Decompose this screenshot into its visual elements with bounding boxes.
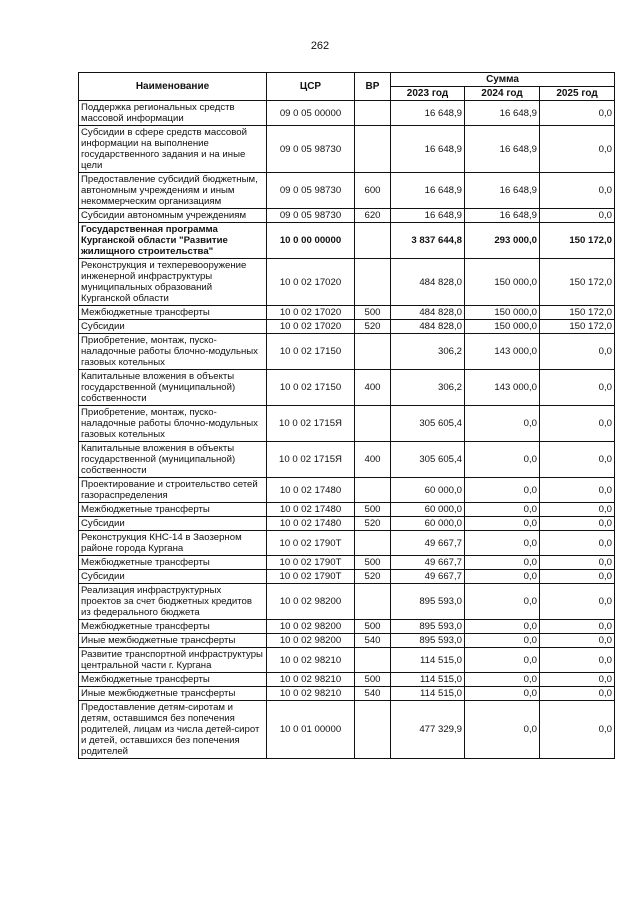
cell-sum-2025: 0,0 — [540, 503, 615, 517]
table-row — [79, 406, 615, 442]
cell-csr: 09 0 05 98730 — [267, 126, 355, 173]
cell-sum-2025: 0,0 — [540, 126, 615, 173]
cell-vr: 400 — [355, 442, 391, 478]
cell-vr — [355, 101, 391, 126]
cell-sum-2024: 16 648,9 — [465, 209, 540, 223]
cell-vr: 500 — [355, 306, 391, 320]
cell-csr: 10 0 02 17480 — [267, 503, 355, 517]
budget-table — [78, 72, 615, 759]
cell-csr: 10 0 02 1790Т — [267, 570, 355, 584]
table-row — [79, 223, 615, 259]
cell-sum-2023: 114 515,0 — [391, 648, 465, 673]
table-row — [79, 673, 615, 687]
table-row — [79, 320, 615, 334]
cell-sum-2023: 477 329,9 — [391, 701, 465, 759]
header-name: Наименование — [79, 73, 267, 101]
cell-csr: 10 0 02 17020 — [267, 320, 355, 334]
cell-name: Развитие транспортной инфраструктуры центральной части г. Кургана — [79, 648, 267, 673]
table-row — [79, 531, 615, 556]
cell-csr: 10 0 02 1790Т — [267, 556, 355, 570]
cell-sum-2025: 0,0 — [540, 634, 615, 648]
header-year-2024: 2024 год — [465, 87, 540, 101]
cell-sum-2023: 484 828,0 — [391, 320, 465, 334]
cell-name: Субсидии — [79, 320, 267, 334]
cell-name: Государственная программа Курганской области "Развитие жилищного строительства" — [79, 223, 267, 259]
cell-csr: 10 0 02 98200 — [267, 634, 355, 648]
cell-vr — [355, 531, 391, 556]
table-row — [79, 634, 615, 648]
table-row — [79, 584, 615, 620]
cell-sum-2025: 0,0 — [540, 701, 615, 759]
cell-name: Субсидии — [79, 517, 267, 531]
table-row — [79, 503, 615, 517]
cell-sum-2024: 0,0 — [465, 406, 540, 442]
cell-sum-2024: 293 000,0 — [465, 223, 540, 259]
cell-sum-2024: 0,0 — [465, 673, 540, 687]
cell-name: Капитальные вложения в объекты государственной (муниципальной) собственности — [79, 442, 267, 478]
cell-sum-2024: 0,0 — [465, 478, 540, 503]
header-year-2023: 2023 год — [391, 87, 465, 101]
table-row — [79, 620, 615, 634]
cell-csr: 10 0 02 98200 — [267, 584, 355, 620]
cell-csr: 10 0 02 1715Я — [267, 442, 355, 478]
table-row — [79, 370, 615, 406]
cell-sum-2023: 16 648,9 — [391, 209, 465, 223]
cell-csr: 09 0 05 98730 — [267, 209, 355, 223]
cell-sum-2023: 114 515,0 — [391, 687, 465, 701]
cell-csr: 09 0 05 00000 — [267, 101, 355, 126]
cell-name: Приобретение, монтаж, пуско-наладочные работы блочно-модульных газовых котельных — [79, 406, 267, 442]
table-row — [79, 126, 615, 173]
cell-name: Предоставление детям-сиротам и детям, оставшимся без попечения родителей, лицам из числа детей-сирот и детей, оставшихся без попечения родителей — [79, 701, 267, 759]
cell-csr: 10 0 01 00000 — [267, 701, 355, 759]
cell-vr — [355, 701, 391, 759]
cell-sum-2025: 0,0 — [540, 648, 615, 673]
cell-sum-2024: 0,0 — [465, 556, 540, 570]
cell-name: Субсидии — [79, 570, 267, 584]
cell-sum-2025: 0,0 — [540, 101, 615, 126]
cell-sum-2025: 0,0 — [540, 517, 615, 531]
cell-sum-2024: 0,0 — [465, 570, 540, 584]
table-row — [79, 570, 615, 584]
cell-sum-2025: 0,0 — [540, 531, 615, 556]
cell-sum-2023: 306,2 — [391, 334, 465, 370]
cell-vr: 500 — [355, 673, 391, 687]
table-body — [79, 101, 615, 759]
table-row — [79, 209, 615, 223]
cell-sum-2023: 306,2 — [391, 370, 465, 406]
cell-sum-2023: 305 605,4 — [391, 442, 465, 478]
cell-vr: 520 — [355, 517, 391, 531]
cell-sum-2023: 114 515,0 — [391, 673, 465, 687]
table-row — [79, 101, 615, 126]
cell-vr — [355, 584, 391, 620]
table-row — [79, 259, 615, 306]
header-sum: Сумма — [391, 73, 615, 87]
table-row — [79, 334, 615, 370]
cell-sum-2023: 895 593,0 — [391, 634, 465, 648]
cell-sum-2024: 0,0 — [465, 648, 540, 673]
cell-vr — [355, 648, 391, 673]
cell-csr: 10 0 02 17480 — [267, 478, 355, 503]
cell-sum-2023: 16 648,9 — [391, 126, 465, 173]
cell-sum-2025: 0,0 — [540, 556, 615, 570]
cell-name: Субсидии в сфере средств массовой информации на выполнение государственного задания и на иные цели — [79, 126, 267, 173]
cell-vr: 400 — [355, 370, 391, 406]
cell-vr: 500 — [355, 556, 391, 570]
cell-csr: 10 0 02 98210 — [267, 687, 355, 701]
cell-csr: 10 0 02 98210 — [267, 648, 355, 673]
cell-sum-2025: 0,0 — [540, 370, 615, 406]
table-row — [79, 701, 615, 759]
cell-sum-2023: 3 837 644,8 — [391, 223, 465, 259]
cell-sum-2024: 0,0 — [465, 503, 540, 517]
cell-vr — [355, 334, 391, 370]
cell-name: Иные межбюджетные трансферты — [79, 634, 267, 648]
cell-sum-2025: 0,0 — [540, 334, 615, 370]
cell-sum-2023: 49 667,7 — [391, 556, 465, 570]
cell-sum-2025: 0,0 — [540, 570, 615, 584]
cell-sum-2024: 0,0 — [465, 517, 540, 531]
cell-sum-2024: 0,0 — [465, 687, 540, 701]
cell-name: Межбюджетные трансферты — [79, 620, 267, 634]
header-csr: ЦСР — [267, 73, 355, 101]
cell-sum-2024: 150 000,0 — [465, 306, 540, 320]
cell-sum-2024: 143 000,0 — [465, 370, 540, 406]
cell-vr: 520 — [355, 320, 391, 334]
cell-sum-2024: 0,0 — [465, 531, 540, 556]
cell-sum-2024: 0,0 — [465, 620, 540, 634]
cell-csr: 10 0 00 00000 — [267, 223, 355, 259]
cell-sum-2025: 150 172,0 — [540, 259, 615, 306]
cell-sum-2023: 16 648,9 — [391, 101, 465, 126]
cell-sum-2025: 150 172,0 — [540, 320, 615, 334]
cell-csr: 10 0 02 17020 — [267, 259, 355, 306]
cell-sum-2025: 0,0 — [540, 209, 615, 223]
cell-sum-2024: 16 648,9 — [465, 173, 540, 209]
cell-sum-2023: 895 593,0 — [391, 584, 465, 620]
page-number: 262 — [310, 40, 330, 52]
cell-name: Поддержка региональных средств массовой информации — [79, 101, 267, 126]
cell-vr — [355, 406, 391, 442]
cell-sum-2024: 150 000,0 — [465, 320, 540, 334]
table-row — [79, 648, 615, 673]
table-row — [79, 687, 615, 701]
table-row — [79, 442, 615, 478]
table-row — [79, 478, 615, 503]
table-row — [79, 556, 615, 570]
cell-name: Капитальные вложения в объекты государственной (муниципальной) собственности — [79, 370, 267, 406]
cell-sum-2024: 0,0 — [465, 701, 540, 759]
cell-sum-2023: 49 667,7 — [391, 570, 465, 584]
cell-vr — [355, 478, 391, 503]
cell-sum-2024: 16 648,9 — [465, 126, 540, 173]
cell-csr: 10 0 02 17150 — [267, 370, 355, 406]
cell-name: Межбюджетные трансферты — [79, 503, 267, 517]
cell-name: Межбюджетные трансферты — [79, 673, 267, 687]
cell-sum-2023: 895 593,0 — [391, 620, 465, 634]
cell-csr: 10 0 02 17150 — [267, 334, 355, 370]
table-row — [79, 306, 615, 320]
cell-name: Предоставление субсидий бюджетным, автономным учреждениям и иным некоммерческим организациям — [79, 173, 267, 209]
cell-sum-2024: 150 000,0 — [465, 259, 540, 306]
cell-sum-2023: 49 667,7 — [391, 531, 465, 556]
cell-sum-2025: 0,0 — [540, 478, 615, 503]
cell-sum-2025: 150 172,0 — [540, 306, 615, 320]
cell-sum-2023: 60 000,0 — [391, 517, 465, 531]
cell-sum-2025: 0,0 — [540, 173, 615, 209]
header-vr: ВР — [355, 73, 391, 101]
cell-vr: 500 — [355, 620, 391, 634]
cell-sum-2025: 0,0 — [540, 406, 615, 442]
cell-csr: 09 0 05 98730 — [267, 173, 355, 209]
cell-vr: 620 — [355, 209, 391, 223]
cell-sum-2025: 150 172,0 — [540, 223, 615, 259]
cell-sum-2024: 0,0 — [465, 584, 540, 620]
table-row — [79, 173, 615, 209]
cell-csr: 10 0 02 98200 — [267, 620, 355, 634]
cell-name: Межбюджетные трансферты — [79, 556, 267, 570]
cell-sum-2024: 0,0 — [465, 634, 540, 648]
cell-name: Реализация инфраструктурных проектов за счет бюджетных кредитов из федерального бюджета — [79, 584, 267, 620]
header-year-2025: 2025 год — [540, 87, 615, 101]
cell-vr — [355, 126, 391, 173]
cell-vr: 500 — [355, 503, 391, 517]
cell-vr: 520 — [355, 570, 391, 584]
cell-sum-2025: 0,0 — [540, 687, 615, 701]
cell-csr: 10 0 02 17020 — [267, 306, 355, 320]
cell-name: Проектирование и строительство сетей газораспределения — [79, 478, 267, 503]
cell-sum-2023: 60 000,0 — [391, 478, 465, 503]
cell-sum-2025: 0,0 — [540, 673, 615, 687]
cell-sum-2025: 0,0 — [540, 442, 615, 478]
cell-sum-2023: 305 605,4 — [391, 406, 465, 442]
cell-sum-2023: 484 828,0 — [391, 259, 465, 306]
cell-sum-2025: 0,0 — [540, 620, 615, 634]
cell-name: Приобретение, монтаж, пуско-наладочные работы блочно-модульных газовых котельных — [79, 334, 267, 370]
cell-vr: 540 — [355, 687, 391, 701]
cell-name: Субсидии автономным учреждениям — [79, 209, 267, 223]
cell-sum-2023: 60 000,0 — [391, 503, 465, 517]
cell-sum-2024: 16 648,9 — [465, 101, 540, 126]
cell-vr — [355, 259, 391, 306]
cell-vr — [355, 223, 391, 259]
cell-csr: 10 0 02 98210 — [267, 673, 355, 687]
cell-name: Иные межбюджетные трансферты — [79, 687, 267, 701]
cell-sum-2024: 143 000,0 — [465, 334, 540, 370]
cell-csr: 10 0 02 17480 — [267, 517, 355, 531]
cell-sum-2023: 16 648,9 — [391, 173, 465, 209]
cell-sum-2024: 0,0 — [465, 442, 540, 478]
cell-name: Реконструкция и техперевооружение инженерной инфраструктуры муниципальных образований Курганской области — [79, 259, 267, 306]
cell-csr: 10 0 02 1790Т — [267, 531, 355, 556]
cell-name: Реконструкция КНС-14 в Заозерном районе города Кургана — [79, 531, 267, 556]
cell-csr: 10 0 02 1715Я — [267, 406, 355, 442]
cell-sum-2023: 484 828,0 — [391, 306, 465, 320]
cell-sum-2025: 0,0 — [540, 584, 615, 620]
table-row — [79, 517, 615, 531]
cell-name: Межбюджетные трансферты — [79, 306, 267, 320]
cell-vr: 600 — [355, 173, 391, 209]
cell-vr: 540 — [355, 634, 391, 648]
